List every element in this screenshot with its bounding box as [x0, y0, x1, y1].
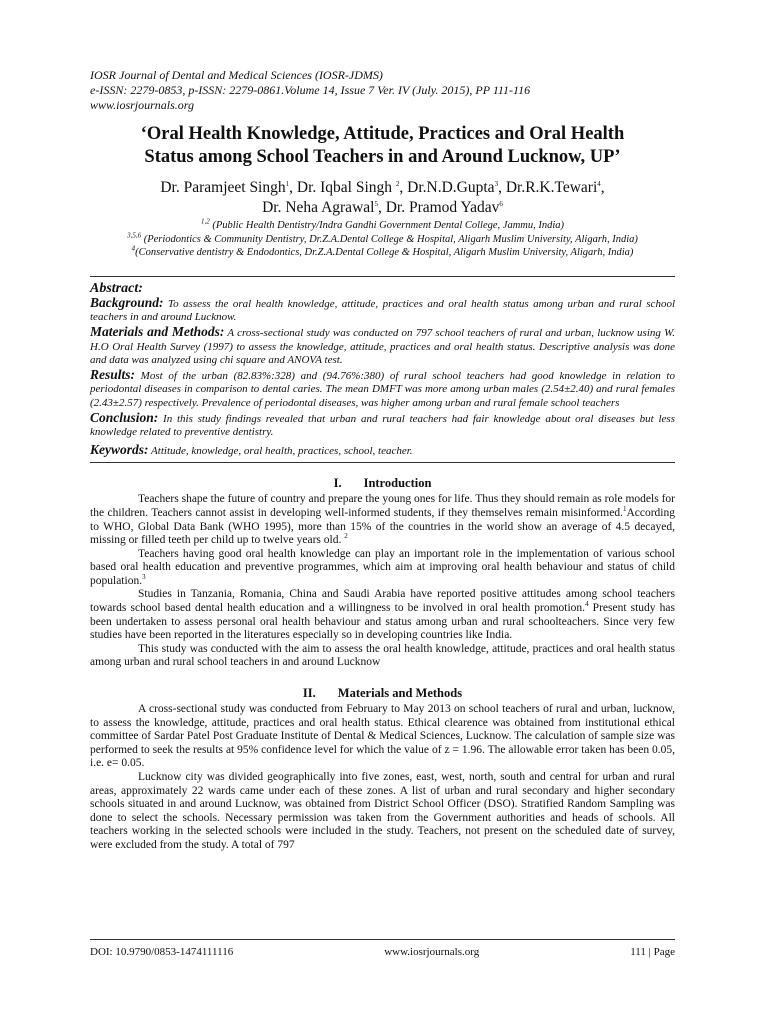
- paper-title: [90, 123, 675, 169]
- citation-1: 1: [622, 505, 627, 514]
- abstract-results: [90, 368, 675, 411]
- affiliation-2-sup: 3,5,6: [127, 231, 142, 240]
- affiliation-3-text: (Conservative dentistry & Endodontics, Dr.Z.A.Dental College & Hospital, Aligarh Muslim University, Aligarh, India): [135, 247, 634, 259]
- author-5: Dr. Neha Agrawal: [262, 199, 375, 216]
- title-line-2: Status among School Teachers in and Around Lucknow, UP’: [144, 147, 621, 167]
- author-3: , Dr.N.D.Gupta: [399, 179, 495, 196]
- abstract-heading: Abstract:: [90, 280, 143, 296]
- conclusion-text: In this study findings revealed that urban and rural teachers had fair knowledge about oral diseases but less knowledge related to preventive dentistry.: [90, 412, 675, 439]
- author-3-sup: 3: [494, 179, 499, 188]
- author-1-sup: 1: [285, 179, 290, 188]
- citation-2: 2: [344, 532, 348, 541]
- author-5-sup: 5: [374, 199, 378, 208]
- abstract-background: [90, 296, 675, 325]
- page-footer: [90, 939, 675, 958]
- keywords-label: Keywords:: [90, 441, 149, 457]
- methods-label: Materials and Methods:: [90, 323, 225, 339]
- conclusion-label: Conclusion:: [90, 409, 159, 425]
- divider-top: [90, 276, 675, 277]
- intro-p2-text: Teachers having good oral health knowledge can play an important role in the implementation of various school based oral health education and preventive programmes, which aim at improving oral health behaviour and status of child population.: [90, 547, 675, 587]
- methods-paragraph-2: Lucknow city was divided geographically into five zones, east, west, north, south and central for urban and rural areas, approximately 22 wards came under each of these zones. A list of urban and rural secondary and higher secondary schools situated in and around Lucknow, was obtained from District School Officer (DSO). Stratified Random Sampling was done to select the schools. Necessary permission was taken from the Government authorities and heads of schools. All teachers working in the selected schools were included in the study. Teachers, not present on the scheduled date of survey, were excluded from the study. A total of 797: [90, 771, 675, 851]
- affiliation-3: [90, 246, 675, 260]
- footer-website[interactable]: www.iosrjournals.org: [384, 946, 480, 958]
- methods-text: A cross-sectional study was conducted on 797 school teachers of rural and urban, lucknow using W. H.O Oral Health Survey (1997) to assess the knowledge, attitude, practices and oral health status. Descriptive analysis was done and data was analyzed using chi square and ANOVA test.: [90, 326, 675, 367]
- page: [90, 68, 675, 853]
- affiliations: [90, 219, 675, 260]
- author-6-sup: 6: [499, 199, 503, 208]
- methods-paragraph-1: A cross-sectional study was conducted from February to May 2013 on school teachers of rural and urban, lucknow, to assess the knowledge, attitude, practices and oral health status. Ethical clearence was obtained from institutional ethical committee of Sardar Patel Post Graduate Institute of Dental & Medical Sciences, Lucknow. The calculation of sample size was performed to seek the results at 95% confidence level for which the value of z = 1.96. The allowable error taken has been 0.05, i.e. e= 0.05.: [90, 703, 675, 770]
- affiliation-3-sup: 4: [131, 244, 136, 253]
- intro-p3-text-a: Studies in Tanzania, Romania, China and Saudi Arabia have reported positive attitudes among school teachers towards school based dental health education and a willingness to be involved in oral health promotion.: [90, 588, 675, 615]
- author-6: , Dr. Pramod Yadav: [377, 199, 500, 216]
- abstract-keywords: [90, 443, 675, 459]
- footer-page-number: 111 | Page: [630, 946, 675, 958]
- affiliation-2: [90, 233, 675, 247]
- intro-p1-text-a: Teachers shape the future of country and prepare the young ones for life. Thus they should remain as role models for the children. Teachers cannot assist in developing well-informed students, if they themselves remain misinformed.: [90, 493, 675, 519]
- intro-paragraph-4: This study was conducted with the aim to assess the oral health knowledge, attitude, practices and oral health status among urban and rural school teachers in and around Lucknow: [90, 642, 675, 669]
- abstract: [90, 281, 675, 459]
- affiliation-1: [90, 219, 675, 233]
- journal-website[interactable]: www.iosrjournals.org: [90, 98, 195, 112]
- section-heading-methods: [90, 685, 675, 701]
- results-label: Results:: [90, 366, 136, 382]
- section-number: II.: [302, 686, 316, 701]
- affiliation-1-sup: 1,2: [200, 217, 210, 226]
- abstract-methods: [90, 325, 675, 368]
- author-list: [90, 178, 675, 218]
- divider-bottom: [90, 462, 675, 463]
- title-line-1: ‘Oral Health Knowledge, Attitude, Practices and Oral Health: [140, 124, 625, 144]
- intro-p3-text-b: Present study has been undertaken to assess personal oral health behaviour and status among urban and rural schoolteachers. Since very few studies have been reported in the literatures especially so in developing countries like India.: [90, 602, 676, 642]
- keywords-text: Attitude, knowledge, oral health, practices, school, teacher.: [148, 444, 413, 457]
- citation-4: 4: [585, 600, 589, 609]
- results-text: Most of the urban (82.83%:328) and (94.76%:380) of rural school teachers had good knowledge in relation to periodontal diseases in comparison to dental caries. The mean DMFT was more among urban males (2.54±2.40) and rural females (2.43±2.57) respectively. Prevalence of periodontal diseases, was higher among urban and rural female school teachers: [90, 369, 675, 409]
- intro-p1-text-b: According to WHO, Global Data Bank (WHO 1995), more than 15% of the countries in the world show an average of 4.5 decayed, missing or filled teeth per child up to twelve years old.: [90, 506, 675, 547]
- author-4: , Dr.R.K.Tewari: [498, 179, 598, 196]
- section-heading-introduction: [90, 475, 675, 491]
- author-2-sup: 2: [395, 179, 400, 188]
- author-4-end: ,: [600, 179, 605, 196]
- citation-3: 3: [142, 573, 146, 582]
- intro-paragraph-2: [90, 548, 675, 589]
- journal-name: IOSR Journal of Dental and Medical Sciences (IOSR-JDMS): [90, 68, 383, 82]
- intro-paragraph-3: [90, 588, 675, 642]
- abstract-conclusion: [90, 411, 675, 440]
- affiliation-2-text: (Periodontics & Community Dentistry, Dr.Z.A.Dental College & Hospital, Aligarh Muslim University, Aligarh, India): [141, 233, 638, 245]
- footer-doi: DOI: 10.9790/0853-1474111116: [90, 946, 234, 958]
- section-number: I.: [333, 476, 342, 491]
- background-text: To assess the oral health knowledge, attitude, practices and oral health status among urban and rural school teachers in and around Lucknow.: [90, 297, 675, 324]
- section-title: Materials and Methods: [337, 686, 463, 701]
- background-label: Background:: [90, 294, 164, 310]
- intro-paragraph-1: [90, 493, 675, 547]
- author-2: , Dr. Iqbal Singh: [289, 179, 396, 196]
- author-1: Dr. Paramjeet Singh: [160, 179, 286, 196]
- journal-issn: e-ISSN: 2279-0853, p-ISSN: 2279-0861.Volume 14, Issue 7 Ver. IV (July. 2015), PP 111-116: [90, 83, 531, 97]
- journal-header: [90, 68, 675, 113]
- affiliation-1-text: (Public Health Dentistry/Indra Gandhi Government Dental College, Jammu, India): [209, 220, 565, 231]
- author-4-sup: 4: [597, 179, 601, 188]
- section-title: Introduction: [363, 476, 432, 491]
